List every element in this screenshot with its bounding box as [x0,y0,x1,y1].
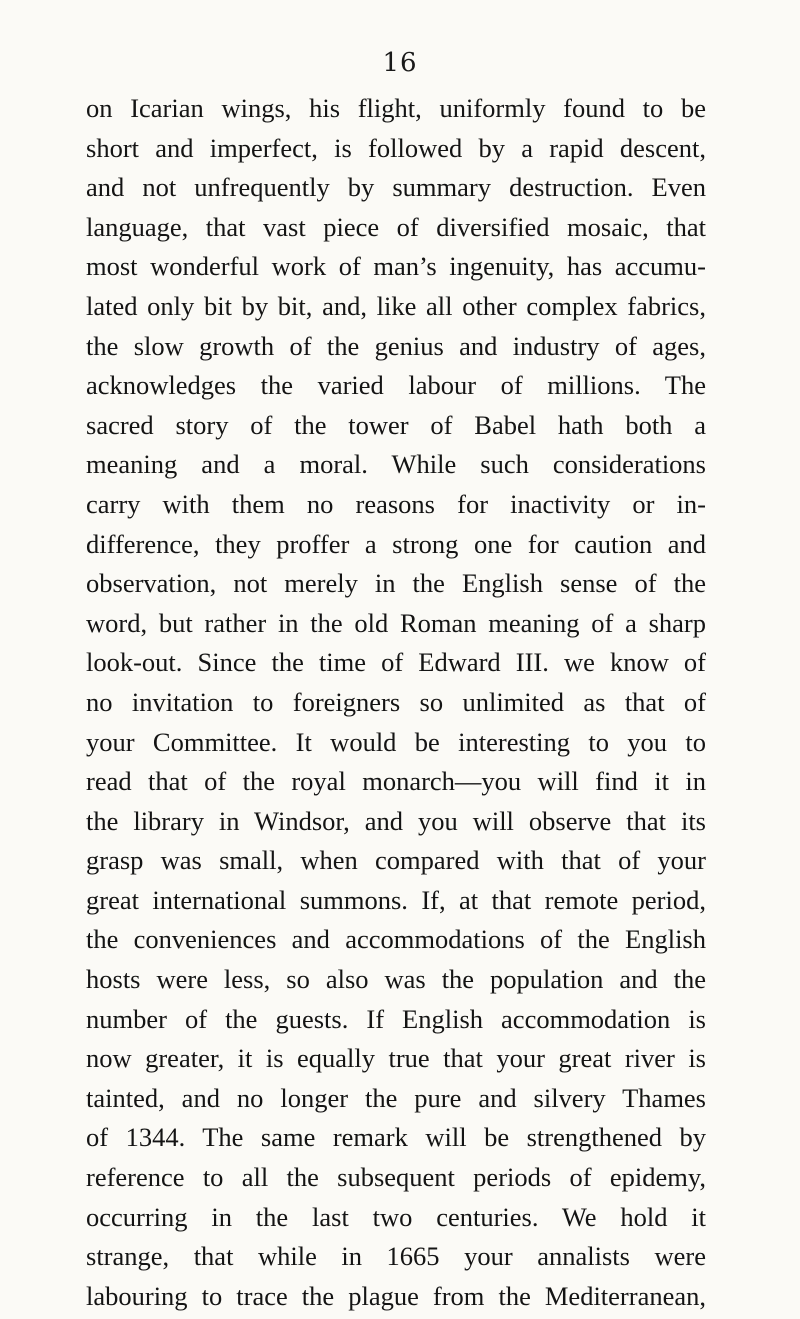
text-line: lated only bit by bit, and, like all other complex fabrics, [86,290,706,321]
text-line: look-out. Since the time of Edward III. we know of [86,647,706,678]
text-line: labouring to trace the plague from the Mediterranean, [86,1280,706,1311]
text-line: hosts were less, so also was the population and the [86,964,706,995]
text-line: your Committee. It would be interesting to you to [86,726,706,757]
text-line: short and imperfect, is followed by a rapid descent, [86,132,706,163]
text-line: occurring in the last two centuries. We hold it [86,1201,706,1232]
text-line: sacred story of the tower of Babel hath both a [86,409,706,440]
text-line: the slow growth of the genius and industry of ages, [86,330,706,361]
text-line: most wonderful work of man’s ingenuity, has accumu- [86,251,706,282]
text-line: word, but rather in the old Roman meaning of a sharp [86,607,706,638]
text-line: grasp was small, when compared with that of your [86,845,706,876]
text-line: great international summons. If, at that remote period, [86,884,706,915]
text-line: the library in Windsor, and you will observe that its [86,805,706,836]
text-line: no invitation to foreigners so unlimited as that of [86,686,706,717]
text-line: read that of the royal monarch—you will find it in [86,766,706,797]
text-line: now greater, it is equally true that your great river is [86,1043,706,1074]
text-line: reference to all the subsequent periods of epidemy, [86,1162,706,1193]
body-text [86,89,706,1316]
text-line: strange, that while in 1665 your annalists were [86,1241,706,1272]
text-line: on Icarian wings, his flight, uniformly found to be [86,93,706,123]
text-line: difference, they proffer a strong one for caution and [86,528,706,559]
text-line: the conveniences and accommodations of the English [86,924,706,955]
page-number: 16 [382,48,418,78]
text-line: number of the guests. If English accommodation is [86,1003,706,1034]
text-line: meaning and a moral. While such considerations [86,449,706,480]
text-line: and not unfrequently by summary destruction. Even [86,172,706,203]
text-line: language, that vast piece of diversified mosaic, that [86,211,706,242]
text-line: tainted, and no longer the pure and silvery Thames [86,1082,706,1113]
text-line: of 1344. The same remark will be strengthened by [86,1122,706,1153]
text-line: observation, not merely in the English sense of the [86,568,706,599]
text-line: carry with them no reasons for inactivity or in- [86,488,706,519]
text-line: acknowledges the varied labour of millions. The [86,370,706,401]
